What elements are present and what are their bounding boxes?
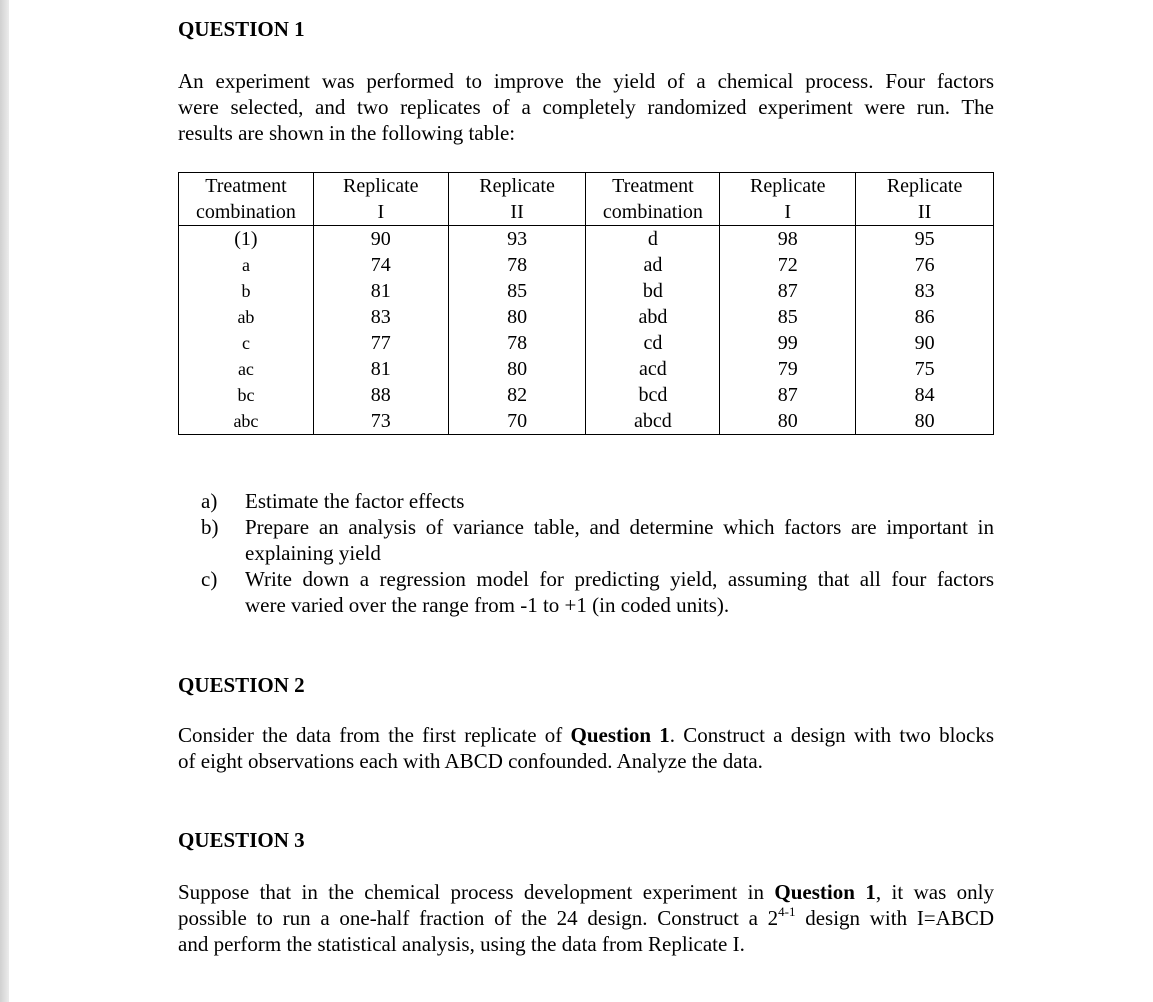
yield-cell: 83 xyxy=(313,304,448,330)
question-1-intro-line: An experiment was performed to improve the yield of a chemical process. Four factors xyxy=(178,69,994,93)
text-run: Suppose that in the chemical process development experiment in xyxy=(178,880,775,904)
treatment-cell: bd xyxy=(586,278,720,304)
yield-cell: 84 xyxy=(856,382,994,408)
yield-cell: 99 xyxy=(720,330,856,356)
yield-cell: 82 xyxy=(448,382,586,408)
treatment-cell: (1) xyxy=(179,226,314,253)
column-header: Replicate xyxy=(448,173,586,200)
question-3-line xyxy=(178,905,994,931)
text-run: Consider the data from the first replicate of xyxy=(178,723,571,747)
treatment-cell: ab xyxy=(179,304,314,330)
part-line: Estimate the factor effects xyxy=(245,489,465,513)
part-line: Prepare an analysis of variance table, and determine which factors are important in xyxy=(245,515,994,539)
text-run: , it was only xyxy=(875,880,994,904)
question-3-text xyxy=(178,879,994,957)
part-marker: b) xyxy=(201,515,219,539)
yield-cell: 80 xyxy=(448,356,586,382)
yield-cell: 80 xyxy=(720,408,856,435)
column-header: Replicate xyxy=(720,173,856,200)
column-header: Replicate xyxy=(313,173,448,200)
question-1-intro xyxy=(178,68,994,146)
question-1-intro-line: results are shown in the following table: xyxy=(178,121,516,145)
yield-cell: 70 xyxy=(448,408,586,435)
treatment-cell: d xyxy=(586,226,720,253)
table-row xyxy=(179,226,994,253)
table-row xyxy=(179,278,994,304)
column-header: II xyxy=(856,199,994,226)
yield-cell: 73 xyxy=(313,408,448,435)
exponent: 4-1 xyxy=(778,904,796,919)
question-2-line xyxy=(178,722,994,748)
yield-cell: 78 xyxy=(448,252,586,278)
yield-cell: 80 xyxy=(856,408,994,435)
question-3-heading: QUESTION 3 xyxy=(178,828,305,852)
yield-cell: 72 xyxy=(720,252,856,278)
yield-cell: 98 xyxy=(720,226,856,253)
question-part xyxy=(178,566,994,618)
question-reference: Question 1 xyxy=(774,880,876,904)
yield-cell: 90 xyxy=(313,226,448,253)
treatment-cell: bc xyxy=(179,382,314,408)
treatment-cell: acd xyxy=(586,356,720,382)
treatment-cell: abd xyxy=(586,304,720,330)
question-3-line xyxy=(178,879,994,905)
part-line: were varied over the range from -1 to +1 (in coded units). xyxy=(245,593,730,617)
part-text xyxy=(245,488,994,514)
question-1-heading: QUESTION 1 xyxy=(178,17,305,41)
treatment-cell: ac xyxy=(179,356,314,382)
question-1-parts xyxy=(178,488,994,618)
question-part xyxy=(178,488,994,514)
treatment-cell: cd xyxy=(586,330,720,356)
treatment-cell: abc xyxy=(179,408,314,435)
yield-cell: 95 xyxy=(856,226,994,253)
table-header-row xyxy=(179,199,994,226)
table-header-row xyxy=(179,173,994,200)
page-edge-shadow xyxy=(0,0,9,1002)
part-marker: a) xyxy=(201,489,218,513)
treatment-cell: bcd xyxy=(586,382,720,408)
yield-cell: 86 xyxy=(856,304,994,330)
text-run: . Construct a design with two blocks xyxy=(669,723,994,747)
question-1-intro-line: were selected, and two replicates of a completely randomized experiment were run. The xyxy=(178,95,994,119)
yield-cell: 75 xyxy=(856,356,994,382)
yield-cell: 76 xyxy=(856,252,994,278)
table-row xyxy=(179,304,994,330)
part-line: Write down a regression model for predicting yield, assuming that all four factors xyxy=(245,567,994,591)
yield-cell: 87 xyxy=(720,278,856,304)
column-header: II xyxy=(448,199,586,226)
treatment-cell: b xyxy=(179,278,314,304)
text-run: possible to run a one-half fraction of the 24 design. Construct a 2 xyxy=(178,906,779,930)
yield-cell: 77 xyxy=(313,330,448,356)
column-header: combination xyxy=(179,199,314,226)
yield-cell: 81 xyxy=(313,356,448,382)
yield-data-table xyxy=(178,172,994,435)
treatment-cell: a xyxy=(179,252,314,278)
yield-cell: 83 xyxy=(856,278,994,304)
question-2-heading: QUESTION 2 xyxy=(178,673,305,697)
table-row xyxy=(179,330,994,356)
column-header: combination xyxy=(586,199,720,226)
question-2-line: of eight observations each with ABCD confounded. Analyze the data. xyxy=(178,749,763,773)
table-row xyxy=(179,356,994,382)
yield-cell: 93 xyxy=(448,226,586,253)
yield-cell: 80 xyxy=(448,304,586,330)
question-3-line: and perform the statistical analysis, using the data from Replicate I. xyxy=(178,932,745,956)
part-line: explaining yield xyxy=(245,541,381,565)
part-marker: c) xyxy=(201,567,218,591)
question-reference: Question 1 xyxy=(570,723,670,747)
question-2-text xyxy=(178,722,994,774)
yield-cell: 87 xyxy=(720,382,856,408)
column-header: I xyxy=(313,199,448,226)
yield-cell: 88 xyxy=(313,382,448,408)
yield-cell: 74 xyxy=(313,252,448,278)
treatment-cell: c xyxy=(179,330,314,356)
column-header: Treatment xyxy=(179,173,314,200)
treatment-cell: abcd xyxy=(586,408,720,435)
text-run: design with I=ABCD xyxy=(795,906,994,930)
yield-cell: 85 xyxy=(448,278,586,304)
yield-cell: 78 xyxy=(448,330,586,356)
table-row xyxy=(179,382,994,408)
question-part xyxy=(178,514,994,566)
yield-cell: 90 xyxy=(856,330,994,356)
part-text xyxy=(245,566,994,618)
column-header: Treatment xyxy=(586,173,720,200)
yield-cell: 85 xyxy=(720,304,856,330)
part-text xyxy=(245,514,994,566)
table-row xyxy=(179,408,994,435)
column-header: Replicate xyxy=(856,173,994,200)
column-header: I xyxy=(720,199,856,226)
treatment-cell: ad xyxy=(586,252,720,278)
table-row xyxy=(179,252,994,278)
yield-cell: 81 xyxy=(313,278,448,304)
yield-cell: 79 xyxy=(720,356,856,382)
